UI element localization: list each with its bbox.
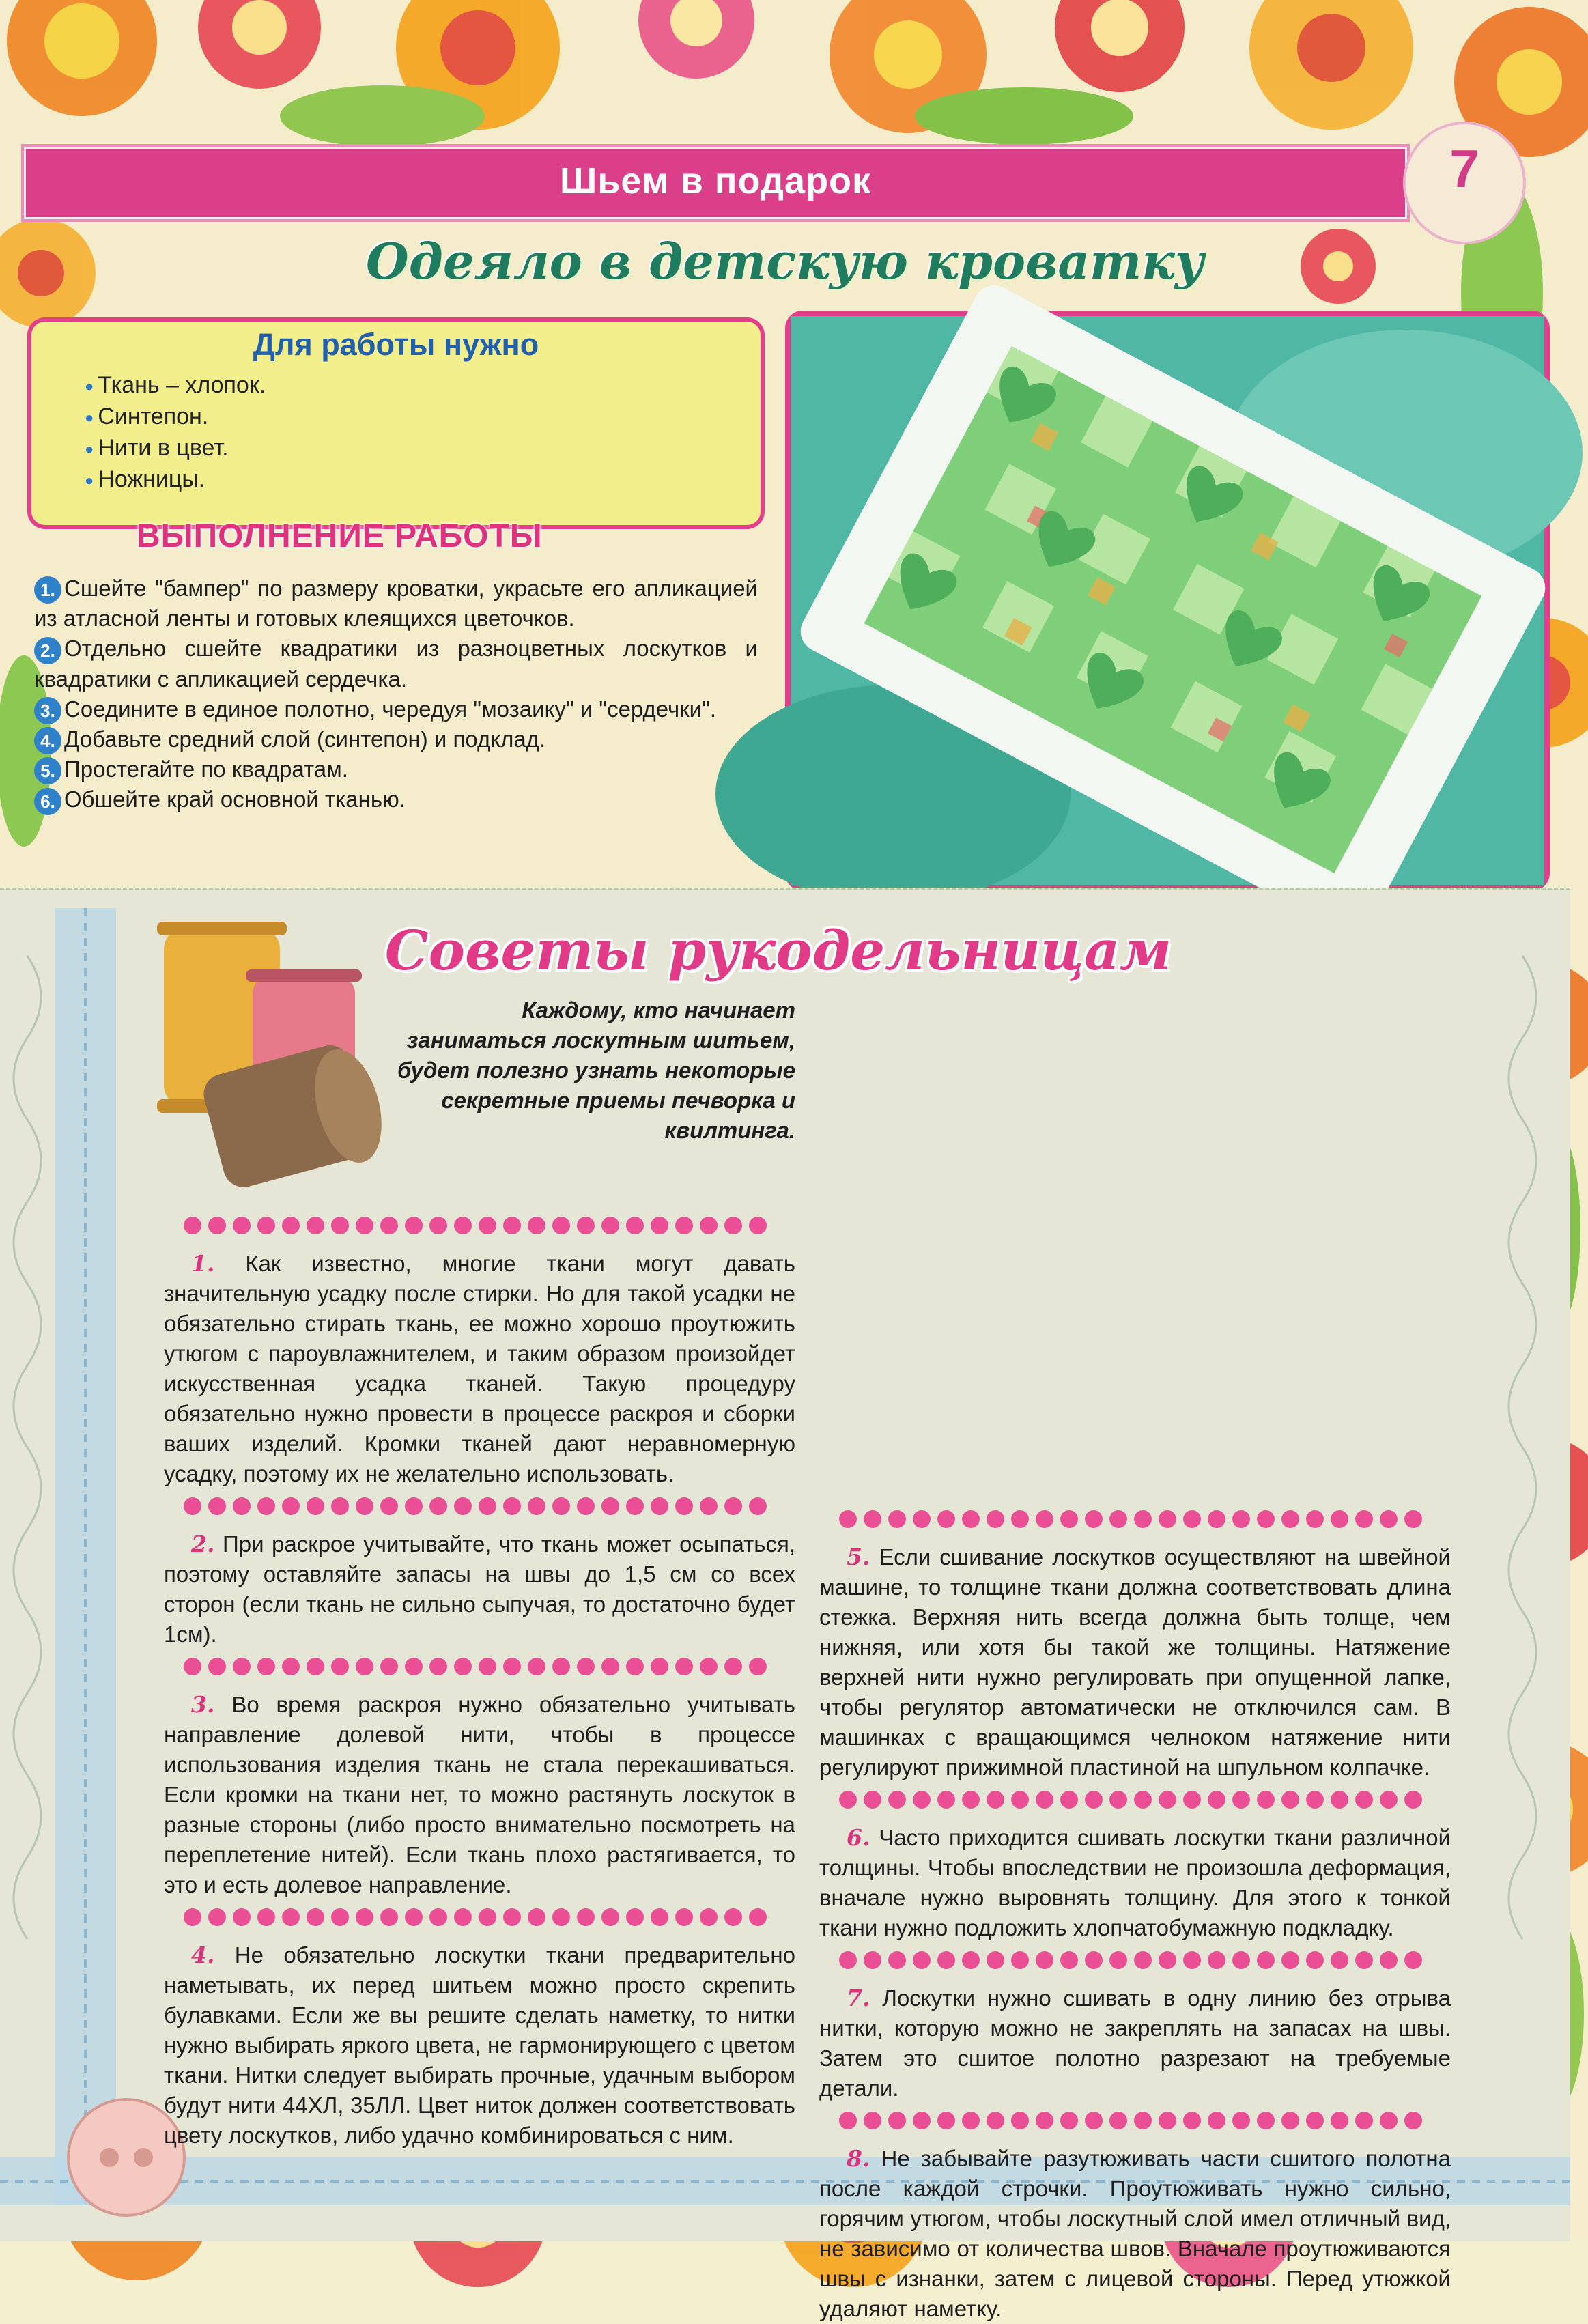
tip-text: Не обязательно лоскутки ткани предварительно наметывать, их перед шитьем можно просто скрепить булавками. Если же вы решите сделать наметку, то нитки нужно выбирать яркого цвета, не гармонирующего с цветом ткани. Нитки следует выбирать прочные, удачным выбором будут нити 44ХЛ, 35ЛЛ. Цвет ниток должен соответствовать цвету лоскутков, либо удачно комбинироваться с ним. — [164, 1942, 795, 2148]
tip-text: Лоскутки нужно сшивать в одну линию без отрыва нитки, которую можно не закреплять на запасах на швы. Затем это сшитое полотно разрезают на требуемые детали. — [819, 1985, 1451, 2101]
bead-divider — [179, 1494, 780, 1518]
bead-divider — [834, 1507, 1435, 1531]
work-step — [34, 784, 758, 814]
tips-column-right — [819, 1502, 1451, 2324]
step-text: Отдельно сшейте квадратики из разноцветных лоскутков и квадратики с апликацией сердечка. — [34, 636, 758, 692]
step-text: Простегайте по квадратам. — [64, 756, 348, 782]
tip-number: 7. — [847, 1985, 870, 2011]
tip-number: 6. — [847, 1824, 870, 1851]
tips-heading: Советы рукодельницам — [384, 918, 1172, 982]
tips-intro: Каждому, кто начинает заниматься лоскутным шитьем, будет полезно узнать некоторые секретные приемы печворка и квилтинга. — [397, 997, 795, 1143]
tip-text: Часто приходится сшивать лоскутки ткани различной толщины. Чтобы впоследствии не произошла деформация, вначале нужно выровнять толщину. Для этого к тонкой ткани нужно подложить хлопчатобумажную подкладку. — [819, 1825, 1451, 1940]
materials-item: ● Ткань – хлопок. — [85, 369, 266, 401]
bead-divider — [179, 1905, 780, 1929]
work-step — [34, 724, 758, 754]
tip-number: 5. — [847, 1544, 870, 1570]
work-step — [34, 754, 758, 784]
step-number-badge: 1. — [34, 576, 61, 604]
tips-column-left — [164, 1208, 795, 2151]
quilt-illustration — [791, 316, 1544, 885]
tip-paragraph — [819, 1542, 1451, 1783]
tip-number: 2. — [191, 1531, 215, 1557]
step-number-badge: 5. — [34, 757, 61, 784]
work-steps — [34, 573, 758, 815]
article-title: Одеяло в детскую кроватку — [366, 232, 1204, 290]
materials-item: ● Ножницы. — [85, 464, 266, 495]
bead-divider — [834, 1788, 1435, 1811]
tip-text: Не забывайте разутюживать части сшитого полотна после каждой строчки. Проутюживать нужно сильно, горячим утюгом, чтобы лоскутный слой имел отличный вид, не зависимо от количества швов. Вначале проутюживаются швы с изнанки, затем с лицевой стороны. Перед утюжкой удаляют наметку. — [819, 2146, 1451, 2321]
materials-list — [85, 369, 266, 495]
tip-paragraph — [164, 1690, 795, 1900]
thread-spools-icon — [143, 901, 403, 1188]
bead-divider — [834, 2109, 1435, 2132]
materials-item: ● Синтепон. — [85, 401, 266, 432]
section-title: Шьем в подарок — [559, 160, 872, 201]
tip-paragraph — [164, 1940, 795, 2151]
step-text: Добавьте средний слой (синтепон) и подклад. — [64, 726, 546, 752]
quilt-photo — [785, 311, 1550, 891]
work-step — [34, 573, 758, 634]
materials-item: ● Нити в цвет. — [85, 432, 266, 464]
tip-paragraph — [164, 1529, 795, 1649]
work-step — [34, 634, 758, 694]
work-heading: ВЫПОЛНЕНИЕ РАБОТЫ — [137, 518, 543, 554]
step-number-badge: 3. — [34, 697, 61, 724]
step-number-badge: 6. — [34, 788, 61, 815]
tip-number: 8. — [847, 2145, 870, 2172]
tip-paragraph — [819, 1983, 1451, 2103]
tip-number: 3. — [191, 1691, 215, 1718]
section-header-band — [24, 147, 1407, 219]
step-number-badge: 4. — [34, 727, 61, 754]
tip-text: Как известно, многие ткани могут давать значительную усадку после стирки. Но для такой усадки не обязательно стирать ткань, ее можно хорошо проутюжить утюгом с пароувлажнителем, и таким образом произойдет искусственная усадка тканей. Такую процедуру обязательно нужно провести в процессе раскроя и сборки ваших изделий. Кромки тканей дают неравномерную усадку, поэтому их не желательно использовать. — [164, 1251, 795, 1486]
materials-box — [27, 317, 765, 529]
work-step — [34, 694, 758, 724]
tip-text: При раскрое учитывайте, что ткань может осыпаться, поэтому оставляйте запасы на швы до 1,5 см со всех сторон (если ткань не сильно сыпучая, то достаточно будет 1см). — [164, 1531, 795, 1647]
bead-divider — [834, 1949, 1435, 1972]
step-text: Соедините в единое полотно, чередуя "мозаику" и "сердечки". — [64, 696, 716, 722]
page-number: 7 — [1449, 139, 1479, 199]
tip-paragraph — [164, 1249, 795, 1489]
tip-paragraph — [819, 1823, 1451, 1943]
step-text: Сшейте "бампер" по размеру кроватки, украсьте его апликацией из атласной ленты и готовых клеящихся цветочков. — [34, 576, 758, 632]
tip-text: Если сшивание лоскутков осуществляют на швейной машине, то толщине ткани должна соответствовать длина стежка. Верхняя нить всегда должна быть толще, чем нижняя, или хотя бы такой же толщины. Натяжение верхней нити нужно регулировать при опущенной лапке, чтобы регулятор автоматически не отключился сам. В машинках с вращающимся челноком натяжение нити регулируют прижимной пластиной на шпульном колпачке. — [819, 1544, 1451, 1780]
step-number-badge: 2. — [34, 637, 61, 664]
tip-number: 4. — [191, 1942, 215, 1968]
tip-number: 1. — [191, 1250, 215, 1277]
tip-text: Во время раскроя нужно обязательно учитывать направление долевой нити, чтобы в процессе использования изделия ткань не стала перекашиваться. Если кромки на ткани нет, то можно растянуть лоскуток в разные стороны (либо просто внимательно посмотреть на переплетение нитей). Если ткань плохо растягивается, то это и есть долевое направление. — [164, 1692, 795, 1897]
step-text: Обшейте край основной тканью. — [64, 787, 406, 812]
tip-paragraph — [819, 2144, 1451, 2324]
page-number-badge — [1403, 122, 1526, 244]
bead-divider — [179, 1214, 780, 1237]
bead-divider — [179, 1655, 780, 1678]
materials-heading: Для работы нужно — [253, 327, 539, 362]
